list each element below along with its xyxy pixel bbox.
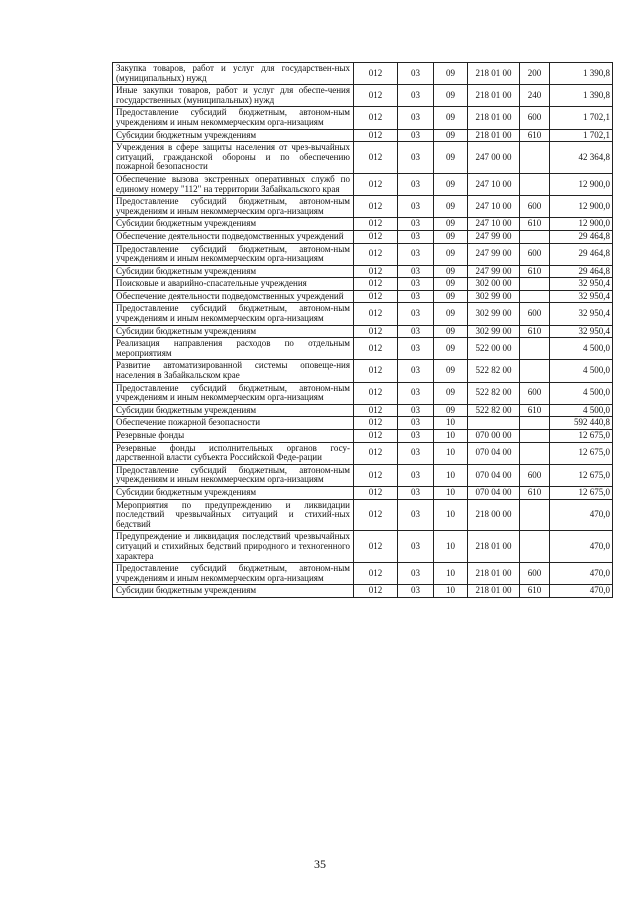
ministry-code-cell: 012 <box>354 417 398 430</box>
section-code-cell: 03 <box>398 430 434 443</box>
section-code-cell: 03 <box>398 63 434 85</box>
expense-type-cell: 600 <box>520 243 550 265</box>
target-article-cell: 247 00 00 <box>468 142 520 174</box>
amount-cell: 470,0 <box>550 563 613 585</box>
section-code-cell: 03 <box>398 464 434 486</box>
target-article-cell: 302 99 00 <box>468 290 520 303</box>
row-name-cell: Учреждения в сфере защиты населения от чрез-вычайных ситуаций, гражданской обороны и по обеспечению пожарной безопасности <box>113 142 354 174</box>
section-code-cell: 03 <box>398 303 434 325</box>
ministry-code-cell: 012 <box>354 142 398 174</box>
amount-cell: 32 950,4 <box>550 303 613 325</box>
target-article-cell: 302 99 00 <box>468 325 520 338</box>
ministry-code-cell: 012 <box>354 563 398 585</box>
subsection-code-cell: 09 <box>434 107 468 129</box>
ministry-code-cell: 012 <box>354 173 398 195</box>
table-row <box>113 85 613 107</box>
table-row <box>113 338 613 360</box>
row-name-cell: Предоставление субсидий бюджетным, автоном-ным учреждениям и иным некоммерческим орга-низациям <box>113 303 354 325</box>
row-name-cell: Предупреждение и ликвидация последствий чрезвычайных ситуаций и стихийных бедствий природного и техногенного характера <box>113 531 354 563</box>
expense-type-cell: 610 <box>520 325 550 338</box>
section-code-cell: 03 <box>398 196 434 218</box>
amount-cell: 1 702,1 <box>550 107 613 129</box>
amount-cell: 29 464,8 <box>550 230 613 243</box>
ministry-code-cell: 012 <box>354 196 398 218</box>
amount-cell: 1 390,8 <box>550 63 613 85</box>
ministry-code-cell: 012 <box>354 218 398 231</box>
ministry-code-cell: 012 <box>354 243 398 265</box>
section-code-cell: 03 <box>398 325 434 338</box>
table-body <box>113 63 613 598</box>
target-article-cell: 070 04 00 <box>468 486 520 499</box>
row-name-cell: Обеспечение деятельности подведомственных учреждений <box>113 290 354 303</box>
section-code-cell: 03 <box>398 442 434 464</box>
target-article-cell: 218 01 00 <box>468 129 520 142</box>
subsection-code-cell: 09 <box>434 290 468 303</box>
section-code-cell: 03 <box>398 230 434 243</box>
subsection-code-cell: 09 <box>434 218 468 231</box>
row-name-cell: Предоставление субсидий бюджетным, автоном-ным учреждениям и иным некоммерческим орга-низациям <box>113 107 354 129</box>
expense-type-cell: 600 <box>520 464 550 486</box>
target-article-cell: 522 82 00 <box>468 382 520 404</box>
table-row <box>113 325 613 338</box>
row-name-cell: Обеспечение пожарной безопасности <box>113 417 354 430</box>
target-article-cell: 247 99 00 <box>468 230 520 243</box>
ministry-code-cell: 012 <box>354 129 398 142</box>
subsection-code-cell: 10 <box>434 563 468 585</box>
table-row <box>113 486 613 499</box>
table-row <box>113 442 613 464</box>
ministry-code-cell: 012 <box>354 360 398 382</box>
ministry-code-cell: 012 <box>354 265 398 278</box>
table-row <box>113 585 613 598</box>
amount-cell: 4 500,0 <box>550 404 613 417</box>
subsection-code-cell: 10 <box>434 430 468 443</box>
row-name-cell: Предоставление субсидий бюджетным, автоном-ным учреждениям и иным некоммерческим орга-низациям <box>113 382 354 404</box>
ministry-code-cell: 012 <box>354 486 398 499</box>
row-name-cell: Реализация направления расходов по отдельным мероприятиям <box>113 338 354 360</box>
table-row <box>113 278 613 291</box>
table-row <box>113 107 613 129</box>
subsection-code-cell: 09 <box>434 85 468 107</box>
row-name-cell: Субсидии бюджетным учреждениям <box>113 218 354 231</box>
row-name-cell: Резервные фонды <box>113 430 354 443</box>
section-code-cell: 03 <box>398 382 434 404</box>
table-row <box>113 464 613 486</box>
subsection-code-cell: 09 <box>434 404 468 417</box>
table-row <box>113 303 613 325</box>
ministry-code-cell: 012 <box>354 278 398 291</box>
ministry-code-cell: 012 <box>354 499 398 531</box>
table-row <box>113 196 613 218</box>
table-row <box>113 531 613 563</box>
target-article-cell: 522 82 00 <box>468 360 520 382</box>
expense-type-cell: 610 <box>520 404 550 417</box>
amount-cell: 32 950,4 <box>550 278 613 291</box>
target-article-cell: 247 10 00 <box>468 196 520 218</box>
amount-cell: 12 900,0 <box>550 218 613 231</box>
subsection-code-cell: 10 <box>434 585 468 598</box>
section-code-cell: 03 <box>398 563 434 585</box>
subsection-code-cell: 09 <box>434 173 468 195</box>
subsection-code-cell: 10 <box>434 417 468 430</box>
table-row <box>113 360 613 382</box>
target-article-cell: 070 04 00 <box>468 464 520 486</box>
expense-type-cell: 600 <box>520 196 550 218</box>
expense-type-cell <box>520 531 550 563</box>
row-name-cell: Субсидии бюджетным учреждениям <box>113 585 354 598</box>
table-row <box>113 129 613 142</box>
expense-type-cell: 600 <box>520 107 550 129</box>
amount-cell: 29 464,8 <box>550 265 613 278</box>
target-article-cell: 218 01 00 <box>468 531 520 563</box>
expense-type-cell <box>520 499 550 531</box>
expense-type-cell: 610 <box>520 486 550 499</box>
row-name-cell: Поисковые и аварийно-спасательные учреждения <box>113 278 354 291</box>
table-row <box>113 563 613 585</box>
subsection-code-cell: 09 <box>434 129 468 142</box>
row-name-cell: Мероприятия по предупреждению и ликвидации последствий чрезвычайных ситуаций и стихий-ных бедствий <box>113 499 354 531</box>
section-code-cell: 03 <box>398 218 434 231</box>
section-code-cell: 03 <box>398 360 434 382</box>
row-name-cell: Иные закупки товаров, работ и услуг для обеспе-чения государственных (муниципальных) нужд <box>113 85 354 107</box>
section-code-cell: 03 <box>398 417 434 430</box>
target-article-cell: 247 99 00 <box>468 265 520 278</box>
row-name-cell: Закупка товаров, работ и услуг для государствен-ных (муниципальных) нужд <box>113 63 354 85</box>
subsection-code-cell: 10 <box>434 486 468 499</box>
row-name-cell: Резервные фонды исполнительных органов госу-дарственной власти субъекта Российской Феде-рации <box>113 442 354 464</box>
section-code-cell: 03 <box>398 486 434 499</box>
section-code-cell: 03 <box>398 173 434 195</box>
page-number: 35 <box>314 857 326 871</box>
target-article-cell: 218 01 00 <box>468 585 520 598</box>
amount-cell: 12 675,0 <box>550 464 613 486</box>
row-name-cell: Субсидии бюджетным учреждениям <box>113 404 354 417</box>
expense-type-cell: 610 <box>520 265 550 278</box>
section-code-cell: 03 <box>398 499 434 531</box>
subsection-code-cell: 09 <box>434 63 468 85</box>
section-code-cell: 03 <box>398 142 434 174</box>
section-code-cell: 03 <box>398 129 434 142</box>
expense-type-cell <box>520 173 550 195</box>
target-article-cell: 247 99 00 <box>468 243 520 265</box>
ministry-code-cell: 012 <box>354 430 398 443</box>
table-row <box>113 63 613 85</box>
table-row <box>113 243 613 265</box>
expense-type-cell <box>520 338 550 360</box>
expense-type-cell <box>520 430 550 443</box>
section-code-cell: 03 <box>398 338 434 360</box>
ministry-code-cell: 012 <box>354 404 398 417</box>
table-row <box>113 142 613 174</box>
ministry-code-cell: 012 <box>354 107 398 129</box>
target-article-cell: 247 10 00 <box>468 218 520 231</box>
subsection-code-cell: 09 <box>434 230 468 243</box>
expense-type-cell <box>520 142 550 174</box>
target-article-cell: 070 04 00 <box>468 442 520 464</box>
ministry-code-cell: 012 <box>354 63 398 85</box>
subsection-code-cell: 09 <box>434 196 468 218</box>
ministry-code-cell: 012 <box>354 442 398 464</box>
table-row <box>113 230 613 243</box>
section-code-cell: 03 <box>398 404 434 417</box>
row-name-cell: Обеспечение вызова экстренных оперативных служб по единому номеру "112" на территории Забайкальского края <box>113 173 354 195</box>
subsection-code-cell: 09 <box>434 360 468 382</box>
row-name-cell: Предоставление субсидий бюджетным, автоном-ным учреждениям и иным некоммерческим орга-низациям <box>113 243 354 265</box>
row-name-cell: Предоставление субсидий бюджетным, автоном-ным учреждениям и иным некоммерческим орга-низациям <box>113 196 354 218</box>
ministry-code-cell: 012 <box>354 303 398 325</box>
subsection-code-cell: 09 <box>434 338 468 360</box>
expense-type-cell <box>520 278 550 291</box>
section-code-cell: 03 <box>398 290 434 303</box>
subsection-code-cell: 10 <box>434 464 468 486</box>
subsection-code-cell: 09 <box>434 142 468 174</box>
table-row <box>113 404 613 417</box>
target-article-cell: 247 10 00 <box>468 173 520 195</box>
target-article-cell: 218 00 00 <box>468 499 520 531</box>
section-code-cell: 03 <box>398 265 434 278</box>
amount-cell: 12 675,0 <box>550 430 613 443</box>
ministry-code-cell: 012 <box>354 290 398 303</box>
table-row <box>113 218 613 231</box>
expense-type-cell <box>520 360 550 382</box>
subsection-code-cell: 10 <box>434 442 468 464</box>
section-code-cell: 03 <box>398 531 434 563</box>
budget-table <box>112 62 613 598</box>
table-row <box>113 430 613 443</box>
amount-cell: 29 464,8 <box>550 243 613 265</box>
expense-type-cell <box>520 290 550 303</box>
amount-cell: 470,0 <box>550 499 613 531</box>
target-article-cell: 522 00 00 <box>468 338 520 360</box>
target-article-cell: 218 01 00 <box>468 85 520 107</box>
amount-cell: 4 500,0 <box>550 338 613 360</box>
table-row <box>113 290 613 303</box>
expense-type-cell: 600 <box>520 303 550 325</box>
target-article-cell: 218 01 00 <box>468 107 520 129</box>
amount-cell: 470,0 <box>550 531 613 563</box>
amount-cell: 12 900,0 <box>550 173 613 195</box>
section-code-cell: 03 <box>398 85 434 107</box>
subsection-code-cell: 09 <box>434 243 468 265</box>
amount-cell: 12 675,0 <box>550 486 613 499</box>
amount-cell: 32 950,4 <box>550 290 613 303</box>
row-name-cell: Субсидии бюджетным учреждениям <box>113 129 354 142</box>
table-row <box>113 499 613 531</box>
amount-cell: 470,0 <box>550 585 613 598</box>
row-name-cell: Развитие автоматизированной системы оповеще-ния населения в Забайкальском крае <box>113 360 354 382</box>
row-name-cell: Субсидии бюджетным учреждениям <box>113 486 354 499</box>
row-name-cell: Обеспечение деятельности подведомственных учреждений <box>113 230 354 243</box>
expense-type-cell <box>520 417 550 430</box>
table-row <box>113 265 613 278</box>
ministry-code-cell: 012 <box>354 325 398 338</box>
expense-type-cell: 600 <box>520 563 550 585</box>
amount-cell: 12 675,0 <box>550 442 613 464</box>
expense-type-cell: 610 <box>520 218 550 231</box>
row-name-cell: Предоставление субсидий бюджетным, автоном-ным учреждениям и иным некоммерческим орга-низациям <box>113 563 354 585</box>
amount-cell: 12 900,0 <box>550 196 613 218</box>
subsection-code-cell: 09 <box>434 265 468 278</box>
target-article-cell: 522 82 00 <box>468 404 520 417</box>
target-article-cell: 070 00 00 <box>468 430 520 443</box>
subsection-code-cell: 09 <box>434 325 468 338</box>
ministry-code-cell: 012 <box>354 230 398 243</box>
subsection-code-cell: 10 <box>434 531 468 563</box>
row-name-cell: Предоставление субсидий бюджетным, автоном-ным учреждениям и иным некоммерческим орга-низациям <box>113 464 354 486</box>
table-row <box>113 173 613 195</box>
row-name-cell: Субсидии бюджетным учреждениям <box>113 265 354 278</box>
amount-cell: 32 950,4 <box>550 325 613 338</box>
ministry-code-cell: 012 <box>354 85 398 107</box>
subsection-code-cell: 10 <box>434 499 468 531</box>
expense-type-cell <box>520 230 550 243</box>
amount-cell: 592 440,8 <box>550 417 613 430</box>
expense-type-cell: 600 <box>520 382 550 404</box>
subsection-code-cell: 09 <box>434 382 468 404</box>
row-name-cell: Субсидии бюджетным учреждениям <box>113 325 354 338</box>
expense-type-cell: 200 <box>520 63 550 85</box>
section-code-cell: 03 <box>398 107 434 129</box>
expense-type-cell <box>520 442 550 464</box>
target-article-cell: 218 01 00 <box>468 63 520 85</box>
section-code-cell: 03 <box>398 243 434 265</box>
ministry-code-cell: 012 <box>354 464 398 486</box>
amount-cell: 42 364,8 <box>550 142 613 174</box>
amount-cell: 1 702,1 <box>550 129 613 142</box>
amount-cell: 1 390,8 <box>550 85 613 107</box>
target-article-cell: 302 99 00 <box>468 303 520 325</box>
amount-cell: 4 500,0 <box>550 360 613 382</box>
expense-type-cell: 610 <box>520 585 550 598</box>
section-code-cell: 03 <box>398 585 434 598</box>
target-article-cell <box>468 417 520 430</box>
amount-cell: 4 500,0 <box>550 382 613 404</box>
ministry-code-cell: 012 <box>354 382 398 404</box>
target-article-cell: 218 01 00 <box>468 563 520 585</box>
target-article-cell: 302 00 00 <box>468 278 520 291</box>
ministry-code-cell: 012 <box>354 338 398 360</box>
subsection-code-cell: 09 <box>434 278 468 291</box>
table-row <box>113 382 613 404</box>
expense-type-cell: 610 <box>520 129 550 142</box>
ministry-code-cell: 012 <box>354 585 398 598</box>
subsection-code-cell: 09 <box>434 303 468 325</box>
ministry-code-cell: 012 <box>354 531 398 563</box>
section-code-cell: 03 <box>398 278 434 291</box>
table-row <box>113 417 613 430</box>
expense-type-cell: 240 <box>520 85 550 107</box>
